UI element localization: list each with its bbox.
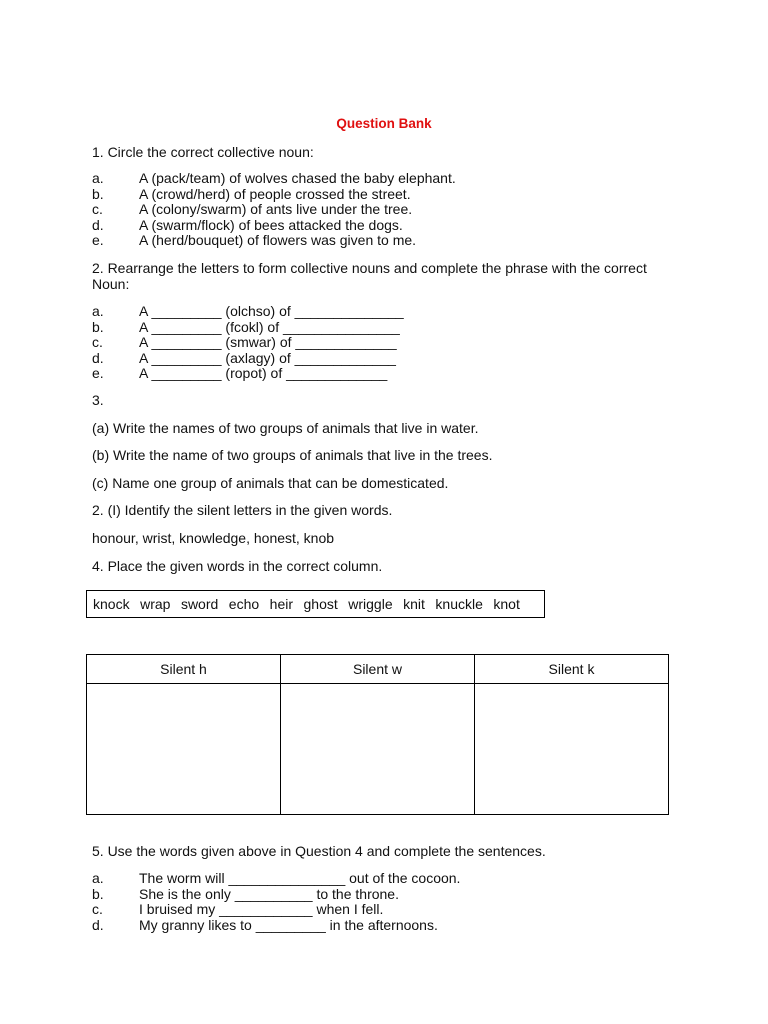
list-text: A _________ (axlagy) of _____________ [139,349,396,366]
word: heir [269,596,294,612]
list-text: A (colony/swarm) of ants live under the tree. [139,201,413,217]
list-item [92,887,460,903]
word: knuckle [435,596,483,612]
word: ghost [303,596,338,612]
list-text: I bruised my ____________ when I fell. [139,901,384,917]
word: knot [493,596,520,612]
word: sword [180,596,219,612]
list-text: A _________ (smwar) of _____________ [139,334,397,350]
page-title: Question Bank [336,116,432,131]
word: wriggle [348,596,393,612]
list-text: A (swarm/flock) of bees attacked the dogs. [139,216,403,233]
list-marker: c. [92,201,103,217]
q3-part-a: (a) Write the names of two groups of animals that live in water. [92,420,479,436]
list-marker: a. [92,170,104,186]
list-text: My granny likes to _________ in the afternoons. [139,916,438,933]
list-marker: d. [92,349,104,366]
list-marker: b. [92,885,104,902]
q4-prompt: 4. Place the given words in the correct column. [92,558,383,574]
q3-number: 3. [92,392,104,408]
column-header-silent-k: Silent k [475,655,669,684]
word: knock [93,596,130,612]
list-marker: b. [92,318,104,335]
list-marker: d. [92,216,104,233]
list-marker: a. [92,303,104,319]
list-text: A _________ (olchso) of ______________ [139,303,404,319]
list-item [92,320,404,336]
word-box [86,590,545,618]
silent-letters-words: honour, wrist, knowledge, honest, knob [92,530,335,546]
list-item [92,171,456,187]
word: wrap [140,596,171,612]
column-header-silent-w: Silent w [281,655,475,684]
answer-cell-silent-k[interactable] [475,684,669,815]
list-text: She is the only __________ to the throne. [139,885,399,902]
list-item [92,202,456,218]
list-item [92,304,404,320]
list-marker: e. [92,232,104,248]
silent-letters-prompt: 2. (I) Identify the silent letters in the given words. [92,502,393,518]
q1-list [92,171,456,249]
q3-part-c: (c) Name one group of animals that can be domesticated. [92,475,449,491]
list-marker: c. [92,334,103,350]
list-marker: d. [92,916,104,933]
word: echo [228,596,260,612]
q1-prompt: 1. Circle the correct collective noun: [92,144,314,160]
list-item [92,233,456,249]
list-item [92,366,404,382]
q3-part-b: (b) Write the name of two groups of animals that live in the trees. [92,447,493,463]
q2-prompt-line2: Noun: [92,276,130,292]
list-item [92,187,456,203]
list-item [92,335,404,351]
list-marker: b. [92,185,104,202]
list-item [92,871,460,887]
q5-list [92,871,460,933]
list-marker: a. [92,870,104,886]
q2-prompt-line1: 2. Rearrange the letters to form collective nouns and complete the phrase with the correct [92,260,647,276]
word: knit [403,596,425,612]
list-text: A (pack/team) of wolves chased the baby elephant. [139,170,456,186]
list-item [92,918,460,934]
answer-cell-silent-w[interactable] [281,684,475,815]
list-item [92,218,456,234]
silent-letter-table [86,654,669,815]
table-header-row [87,655,669,684]
list-marker: c. [92,901,103,917]
list-text: A (crowd/herd) of people crossed the street. [139,185,411,202]
list-text: A _________ (ropot) of _____________ [139,365,388,381]
list-item [92,902,460,918]
list-text: A _________ (fcokl) of _______________ [139,318,400,335]
q5-prompt: 5. Use the words given above in Question 4 and complete the sentences. [92,843,546,859]
table-row [87,684,669,815]
column-header-silent-h: Silent h [87,655,281,684]
list-item [92,351,404,367]
list-text: The worm will _______________ out of the cocoon. [139,870,461,886]
q2-list [92,304,404,382]
list-marker: e. [92,365,104,381]
list-text: A (herd/bouquet) of flowers was given to me. [139,232,417,248]
answer-cell-silent-h[interactable] [87,684,281,815]
